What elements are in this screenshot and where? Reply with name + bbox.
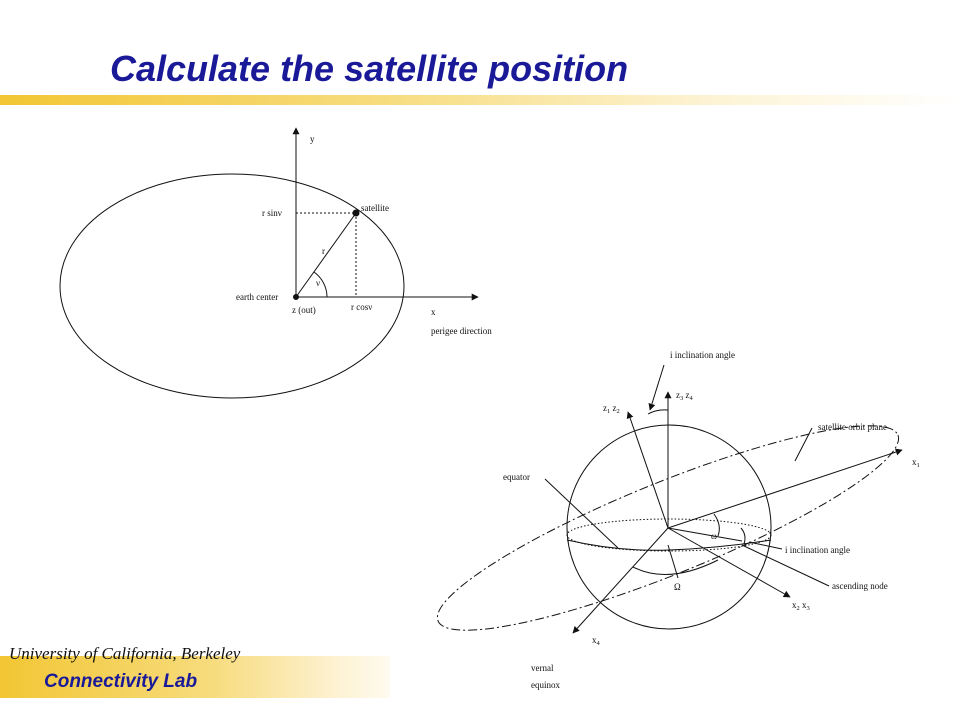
frame-diagram [421,365,915,664]
inclination-top-label: i inclination angle [670,350,735,360]
earth-center-dot [294,295,299,300]
equator-label: equator [503,472,530,482]
x1-label: $x_1$ [912,457,920,469]
z1z2-label: $z_1$ $z_2$ [603,403,620,415]
slide-title: Calculate the satellite position [110,48,629,89]
orbit-labels [236,134,492,336]
satellite-label: satellite [361,203,389,213]
orbit-ellipse [60,174,404,398]
omega-small-label: ω [711,531,717,541]
radius-line [296,213,356,297]
r-label: r [322,246,325,256]
footer-university: University of California, Berkeley [9,644,241,663]
inclination-right-leader [749,542,782,549]
inclination-arc-top [648,410,668,414]
inclination-arc-right [741,528,745,544]
x1-axis [668,450,902,528]
nu-label: ν [316,278,321,288]
orbit-diagram [60,128,478,398]
satellite-dot [353,210,359,216]
inclination-right-label: i inclination angle [785,545,850,555]
earth-center-label: earth center [236,292,279,302]
x-axis-label: x [431,307,436,317]
orbit-plane-leader [795,428,812,461]
orbit-plane-label: satellite orbit plane [818,422,887,432]
footer-lab-name: Connectivity Lab [44,671,198,692]
x2x3-label: $x_2$ $x_3$ [792,600,810,612]
vernal-label: vernal [531,663,554,673]
Omega-label: Ω [674,582,681,592]
inclination-top-leader [650,365,664,410]
x4-label: $x_4$ [592,635,600,647]
ascending-node-label: ascending node [832,581,888,591]
z-out-label: z (out) [292,305,316,315]
y-axis-label: y [310,134,315,144]
equator-leader [545,479,618,548]
r-cos-label: r cosν [351,302,373,312]
perigee-direction-label: perigee direction [431,326,492,336]
r-sin-label: r sinν [262,208,282,218]
z1z2-axis [628,412,668,528]
Omega-arc [633,560,718,575]
earth-sphere [567,425,771,629]
equinox-label: equinox [531,680,560,690]
z3z4-label: $z_3$ $z_4$ [676,390,693,402]
